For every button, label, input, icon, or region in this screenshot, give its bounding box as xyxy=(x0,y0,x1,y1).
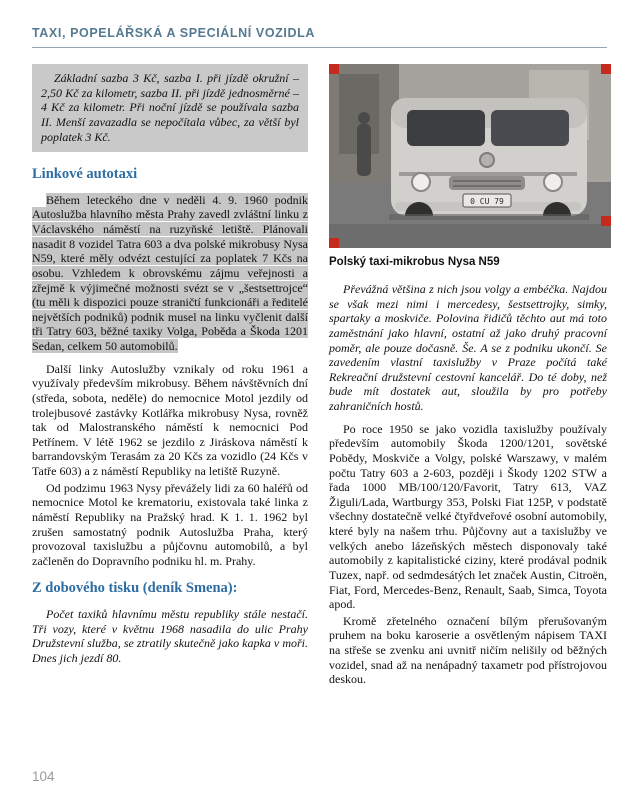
paragraph-highlighted xyxy=(32,193,308,354)
paragraph-other-lines: Další linky Autoslužby vznikaly od roku 1961 a využívaly především mikrobusy. Během návštěvních dní (středa, sobota, neděle) do nemocnice Motol jezdily od trolejbusové zastávky Kotlářka mikrobusy Nysa, rovněž tak od Malostranského náměstí k nemocnici Pod Petřínem. V létě 1962 se jezdilo z Jiráskova náměstí k barrandovským Terasám za 20 Kčs za vozidlo (24 Kčs v Tatře 603) a z náměstí Republiky na letiště Ruzyně. xyxy=(32,361,308,479)
photo-nysa-minibus xyxy=(329,64,611,248)
two-column-layout xyxy=(32,64,607,689)
tariff-quote-box xyxy=(32,64,308,152)
red-corner-marker-bottom-right xyxy=(601,216,611,226)
red-corner-marker-bottom-left xyxy=(329,238,339,248)
tariff-quote-text: Základní sazba 3 Kč, sazba I. při jízdě okružní – 2,50 Kč za kilometr, sazba II. při jízdě jednosměrné – 4 Kč za kilometr. Při noční jízdě se používala sazba II. Menší zavazadla se nepočítala vůbec, za větší byl poplatek 3 Kč. xyxy=(41,71,299,144)
section-heading-linkove-autotaxi: Linkové autotaxi xyxy=(32,166,138,183)
page-number: 104 xyxy=(32,769,55,784)
red-corner-marker-top-right xyxy=(601,64,611,74)
minibus-photo-illustration xyxy=(329,64,611,248)
photo-caption: Polský taxi-mikrobus Nysa N59 xyxy=(329,256,500,268)
section-heading-press: Z dobového tisku (deník Smena): xyxy=(32,580,238,597)
highlighted-text: Během leteckého dne v neděli 4. 9. 1960 podnik Autoslužba hlavního města Prahy zavedl zvláštní linku z Václavského náměstí na ruzyňské letiště. Plánovali nasadit 8 vozidel Tatra 603 a dva polské mikrobusy Nysa N59, které měly odvézt cestující za poplatek 7 Kčs na osobu. Vzhledem k obrovskému zájmu veřejnosti a zřejmě k výjimečné možnosti svézt se v „šestsettrojce“ (tu měli k dispozici pouze straničtí funkcionáři a ředitelé největších podniků) podnik musel na linku vyčlenit další tři Tatry 603, běžné taxiky Volga, Poběda a Škoda 1201 Sedan, celkem 50 automobilů. xyxy=(32,192,308,354)
paragraph-vehicle-history: Po roce 1950 se jako vozidla taxislužby používaly především automobily Škoda 1200/1201, sovětské Pobědy, Moskviče a Volgy, polské Warszawy, v malém počtu Tatry 603 a 2-603, později i Škody 1202 STW a řada 1000 MB/100/120/Favorit, Tatry 613, VAZ Žiguli/Lada, Wartburgy 353, Polski Fiat 125P, v podstatě všechny dostatečně velké čtyřdveřové osobní automobily, které byly na našem trhu. Půjčovny aut a taxislužby ve velkých anebo lázeňských městech disponovaly také automobily z kapitalistické ciziny, které prodával podnik Tuzex, např. od sedmdesátých let značek Austin, Citroën, Fiat, Ford, Mercedes-Benz, Renault, Saab, Simca, Toyota apod. xyxy=(329,421,607,612)
paragraph-taxi-marking: Kromě zřetelného označení bílým přerušovaným pruhem na boku karoserie a osvětleným nápisem TAXI na střeše se zvenku ani uvnitř ničím nelišily od běžných vozidel, snad až na nenápadný taxametr pod přístrojovou deskou. xyxy=(329,613,607,687)
license-plate-text: 0 CU 79 xyxy=(470,197,504,206)
paragraph-press-quote: Počet taxiků hlavnímu městu republiky stále nestačí. Tři vozy, které v květnu 1968 nasadila do ulic Prahy Družstevní služba, se ztratily skutečně jako kapka v moři. Dnes jich jezdí 80. xyxy=(32,607,308,665)
paragraph-1963: Od podzimu 1963 Nysy převážely lidi za 60 haléřů od nemocnice Motol ke krematoriu, existovala také linka z náměstí Republiky na Pražský hrad. K 1. 1. 1962 byl zrušen samostatný podnik Autoslužba Praha, který provozoval taxislužbu a půjčovnu automobilů, a byl začleněn do Dopravního podniku hl. m. Prahy. xyxy=(32,480,308,568)
red-corner-marker-top-left xyxy=(329,64,339,74)
left-column xyxy=(32,64,308,689)
paragraph-press-continued: Převážná většina z nich jsou volgy a embéčka. Najdou se však mezi nimi i mercedesy, šestsettrojky, simky, spartaky a moskviče. Polovina řidičů těchto aut má toto zaměstnání jako hlavní, ostatní až jako druhý pracovní poměr, ale pouze dočasně. Še. A se z podniku ukončí. Se zavedením vlastní taxislužby v Praze počítá také Rekreační družstevní cestovní kancelář. Do té doby, než bude mít dostatek aut, sloužila by pro potřeby zahraničních hostů. xyxy=(329,282,607,414)
running-head: TAXI, POPELÁŘSKÁ A SPECIÁLNÍ VOZIDLA xyxy=(32,26,315,40)
header-rule xyxy=(32,47,607,48)
right-column xyxy=(329,64,607,689)
